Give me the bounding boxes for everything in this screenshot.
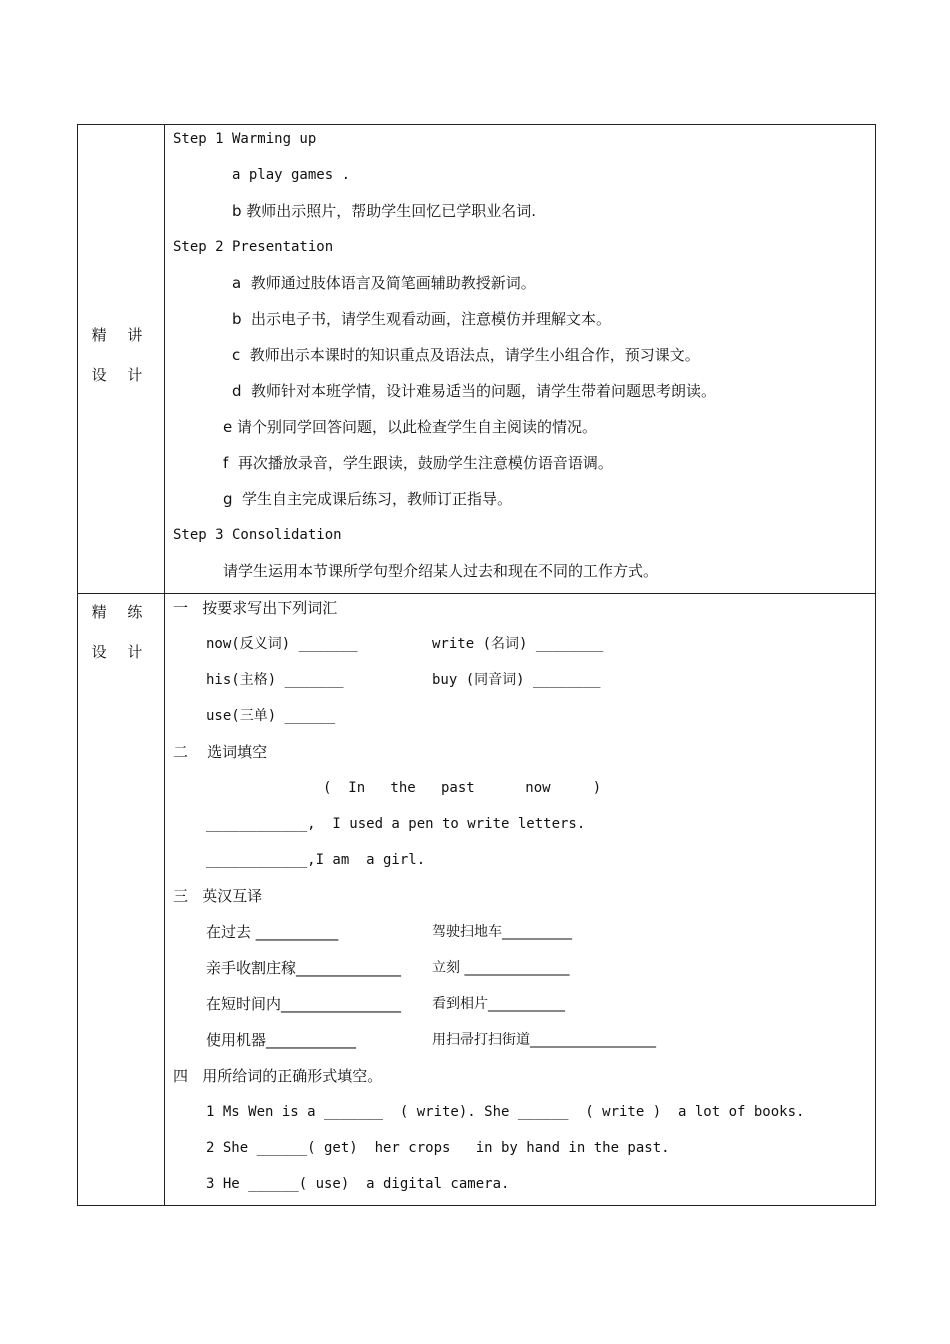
part1-item-use: use(三单) ______ <box>206 708 336 724</box>
part1-item-write: write (名词) ________ <box>432 636 604 652</box>
step3-heading: Step 3 Consolidation <box>173 527 342 543</box>
section1-label-line1: 精 讲 <box>91 326 151 344</box>
step2-g: g 学生自主完成课后练习，教师订正指导。 <box>223 490 513 508</box>
step2-e: e 请个别同学回答问题，以此检查学生自主阅读的情况。 <box>223 418 597 436</box>
row-divider <box>78 593 875 594</box>
part1-item-his: his(主格) _______ <box>206 672 344 688</box>
step3-content: 请学生运用本节课所学句型介绍某人过去和现在不同的工作方式。 <box>223 562 659 580</box>
part3-item-7: 使用机器____________ <box>206 1031 357 1049</box>
part1-item-now: now(反义词) _______ <box>206 636 358 652</box>
step1-heading: Step 1 Warming up <box>173 131 317 147</box>
part2-sentence-2: ____________,I am a girl. <box>206 852 426 868</box>
part3-item-2: 驾驶扫地车__________ <box>432 924 572 940</box>
part4-sentence-3: 3 He ______( use) a digital camera. <box>206 1176 510 1192</box>
step1-b: b 教师出示照片，帮助学生回忆已学职业名词. <box>232 202 537 220</box>
section1-label <box>78 315 164 395</box>
section2-label-line2: 设 计 <box>91 643 151 661</box>
step2-c: c 教师出示本课时的知识重点及语法点，请学生小组合作，预习课文。 <box>232 346 700 364</box>
step2-f: f 再次播放录音，学生跟读，鼓励学生注意模仿语音语调。 <box>223 454 613 472</box>
part4-sentence-2: 2 She ______( get) her crops in by hand in the past. <box>206 1140 670 1156</box>
part3-item-6: 看到相片___________ <box>432 996 565 1012</box>
column-divider <box>164 125 165 1205</box>
lesson-table <box>77 124 876 1206</box>
step2-d: d 教师针对本班学情，设计难易适当的问题，请学生带着问题思考朗读。 <box>232 382 717 400</box>
part1-item-buy: buy (同音词) ________ <box>432 672 601 688</box>
part2-sentence-1: ____________, I used a pen to write letters. <box>206 816 586 832</box>
part4-sentence-1: 1 Ms Wen is a _______ ( write). She ______ ( write ) a lot of books. <box>206 1104 805 1120</box>
section2-label <box>78 592 164 672</box>
part3-item-5: 在短时间内________________ <box>206 995 402 1013</box>
part3-item-4: 立刻 _______________ <box>432 960 570 976</box>
part2-options: ( In the past now ) <box>323 780 602 796</box>
section2-label-line1: 精 练 <box>91 603 151 621</box>
step2-a: a 教师通过肢体语言及简笔画辅助教授新词。 <box>232 274 536 292</box>
part3-item-3: 亲手收割庄稼______________ <box>206 959 402 977</box>
part3-heading: 三 英汉互译 <box>173 887 263 905</box>
part1-heading: 一 按要求写出下列词汇 <box>173 599 338 617</box>
part2-heading: 二 选词填空 <box>173 743 268 761</box>
part3-item-8: 用扫帚打扫街道__________________ <box>432 1032 656 1048</box>
section1-label-line2: 设 计 <box>91 366 151 384</box>
part3-item-1: 在过去 ___________ <box>206 923 339 941</box>
step1-a: a play games . <box>232 167 351 183</box>
part4-heading: 四 用所给词的正确形式填空。 <box>173 1067 383 1085</box>
step2-b: b 出示电子书，请学生观看动画，注意模仿并理解文本。 <box>232 310 612 328</box>
step2-heading: Step 2 Presentation <box>173 239 334 255</box>
